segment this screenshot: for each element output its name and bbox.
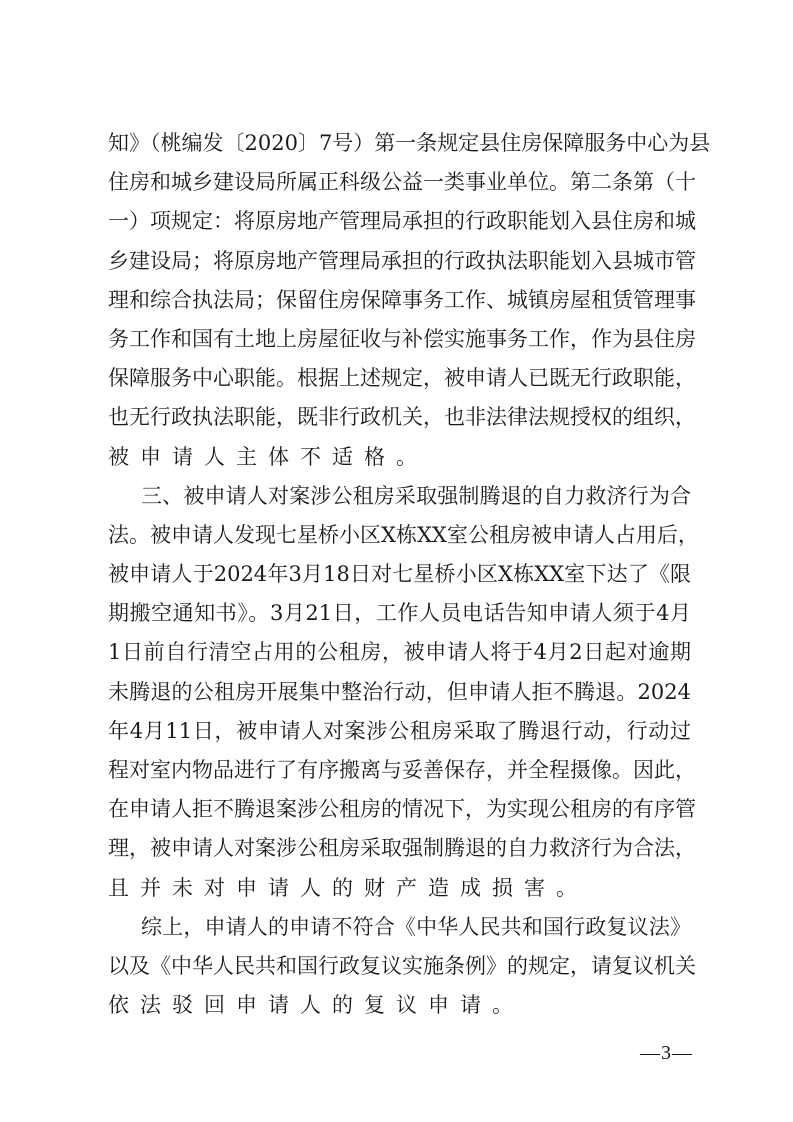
text-line: 以及《中华人民共和国行政复议实施条例》的规定，请复议机关 <box>108 953 696 978</box>
text-line: 综上，申请人的申请不符合《中华人民共和国行政复议法》 <box>141 914 691 939</box>
paragraph-2 <box>108 477 699 908</box>
text-line: 被申请人于2024年3月18日对七星桥小区X栋XX室下达了《限 <box>108 562 691 587</box>
text-line: 在申请人拒不腾退案涉公租房的情况下，为实现公租房的有序管 <box>108 797 696 822</box>
text-line: 乡建设局；将原房地产管理局承担的行政执法职能划入县城市管 <box>108 248 696 273</box>
text-line: 三、被申请人对案涉公租房采取强制腾退的自力救济行为合 <box>141 483 691 508</box>
text-line: 依法驳回申请人的复议申请。 <box>108 993 524 1018</box>
paragraph-1 <box>108 124 711 477</box>
text-line: 住房和城乡建设局所属正科级公益一类事业单位。第二条第（十 <box>108 170 696 195</box>
text-line: 期搬空通知书》。3月21日，工作人员电话告知申请人须于4月 <box>108 601 691 626</box>
text-line: 年4月11日，被申请人对案涉公租房采取了腾退行动，行动过 <box>108 718 691 743</box>
text-line: 务工作和国有土地上房屋征收与补偿实施事务工作，作为县住房 <box>108 326 696 351</box>
text-line: 且并未对申请人的财产造成损害。 <box>108 875 588 900</box>
text-line: 理，被申请人对案涉公租房采取强制腾退的自力救济行为合法， <box>108 836 696 861</box>
text-line: 知》（桃编发〔2020〕7号）第一条规定县住房保障服务中心为县 <box>108 131 711 155</box>
text-line: 未腾退的公租房开展集中整治行动，但申请人拒不腾退。2024 <box>108 679 691 704</box>
page-number: —3— <box>640 1042 693 1064</box>
text-line: 法。被申请人发现七星桥小区X栋XX室公租房被申请人占用后， <box>108 522 699 547</box>
text-line: 1日前自行清空占用的公租房，被申请人将于4月2日起对逾期 <box>108 640 691 665</box>
document-body <box>108 124 711 1025</box>
text-line: 也无行政执法职能，既非行政机关，也非法律法规授权的组织， <box>108 405 696 430</box>
text-line: 被申请人主体不适格。 <box>108 444 428 469</box>
text-line: 程对室内物品进行了有序搬离与妥善保存，并全程摄像。因此， <box>108 758 696 782</box>
text-line: 保障服务中心职能。根据上述规定，被申请人已既无行政职能， <box>108 366 696 391</box>
text-line: 一）项规定：将原房地产管理局承担的行政职能划入县住房和城 <box>108 209 696 234</box>
text-line: 理和综合执法局；保留住房保障事务工作、城镇房屋租赁管理事 <box>108 287 696 312</box>
paragraph-3 <box>108 908 696 1026</box>
